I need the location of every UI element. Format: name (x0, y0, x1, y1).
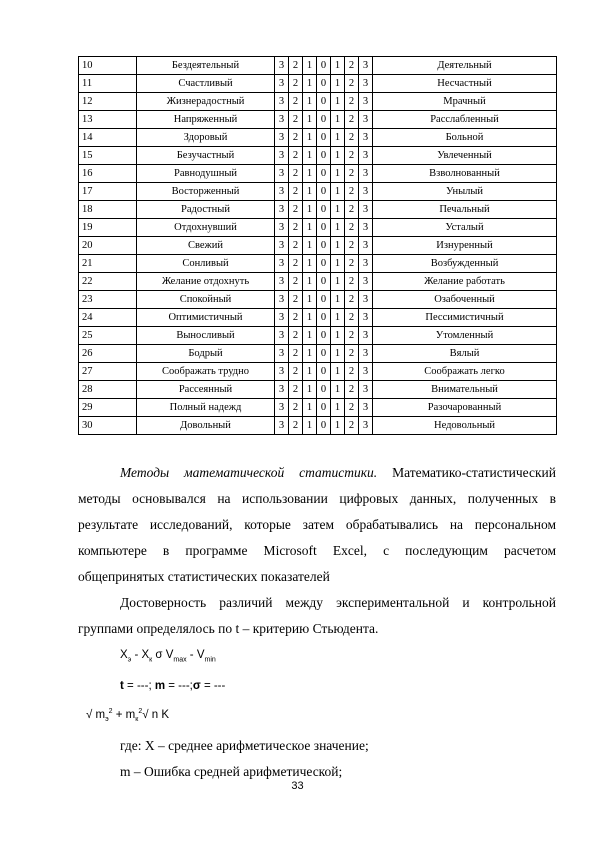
scale-point: 0 (317, 237, 331, 255)
scale-point: 2 (345, 309, 359, 327)
scale-point: 2 (289, 201, 303, 219)
scale-point: 1 (331, 219, 345, 237)
scale-point: 3 (275, 363, 289, 381)
scale-point: 2 (345, 201, 359, 219)
scale-point: 2 (345, 57, 359, 75)
right-adjective: Деятельный (373, 57, 557, 75)
scale-point: 1 (331, 237, 345, 255)
scale-point: 1 (303, 345, 317, 363)
scale-point: 0 (317, 291, 331, 309)
scale-point: 1 (331, 201, 345, 219)
scale-point: 3 (359, 111, 373, 129)
scale-point: 2 (345, 345, 359, 363)
scale-point: 0 (317, 57, 331, 75)
table-row (79, 165, 557, 183)
left-adjective: Безучастный (137, 147, 275, 165)
scale-point: 2 (345, 237, 359, 255)
formula-line-1: $X_э - X_к$ σ $V_{max} - V_{min}$ (120, 649, 216, 664)
scale-table-body (79, 57, 557, 435)
scale-point: 2 (345, 111, 359, 129)
scale-point: 1 (331, 381, 345, 399)
scale-point: 2 (289, 399, 303, 417)
scale-point: 0 (317, 75, 331, 93)
scale-point: 1 (303, 399, 317, 417)
scale-point: 1 (303, 417, 317, 435)
scale-point: 2 (289, 345, 303, 363)
scale-point: 3 (275, 57, 289, 75)
left-adjective: Бездеятельный (137, 57, 275, 75)
scale-point: 1 (303, 201, 317, 219)
scale-point: 1 (303, 57, 317, 75)
right-adjective: Изнуренный (373, 237, 557, 255)
scale-point: 3 (359, 309, 373, 327)
table-row (79, 327, 557, 345)
row-number: 10 (79, 57, 137, 75)
scale-point: 0 (317, 219, 331, 237)
scale-point: 1 (331, 273, 345, 291)
left-adjective: Желание отдохнуть (137, 273, 275, 291)
scale-point: 1 (303, 111, 317, 129)
scale-point: 1 (303, 363, 317, 381)
scale-point: 0 (317, 129, 331, 147)
left-adjective: Довольный (137, 417, 275, 435)
left-adjective: Бодрый (137, 345, 275, 363)
scale-point: 1 (331, 309, 345, 327)
scale-point: 2 (345, 183, 359, 201)
row-number: 11 (79, 75, 137, 93)
scale-point: 3 (275, 111, 289, 129)
scale-point: 2 (289, 129, 303, 147)
scale-point: 0 (317, 345, 331, 363)
scale-point: 3 (359, 327, 373, 345)
scale-point: 1 (331, 399, 345, 417)
methods-lead: Методы математической статистики. (120, 465, 378, 480)
scale-point: 0 (317, 363, 331, 381)
scale-point: 3 (275, 237, 289, 255)
table-row (79, 237, 557, 255)
scale-point: 1 (303, 129, 317, 147)
right-adjective: Унылый (373, 183, 557, 201)
scale-point: 3 (359, 363, 373, 381)
scale-point: 3 (275, 273, 289, 291)
scale-point: 3 (275, 219, 289, 237)
left-adjective: Жизнерадостный (137, 93, 275, 111)
table-row (79, 381, 557, 399)
scale-point: 0 (317, 273, 331, 291)
row-number: 16 (79, 165, 137, 183)
scale-point: 2 (289, 273, 303, 291)
scale-point: 1 (303, 291, 317, 309)
scale-point: 3 (275, 327, 289, 345)
scale-point: 0 (317, 147, 331, 165)
right-adjective: Озабоченный (373, 291, 557, 309)
scale-point: 3 (275, 129, 289, 147)
scale-point: 2 (289, 75, 303, 93)
main-text (78, 460, 556, 785)
semantic-scale-table (78, 56, 557, 435)
scale-point: 1 (303, 309, 317, 327)
table-row (79, 219, 557, 237)
right-adjective: Расслабленный (373, 111, 557, 129)
left-adjective: Свежий (137, 237, 275, 255)
scale-point: 1 (331, 417, 345, 435)
right-adjective: Пессимистичный (373, 309, 557, 327)
paragraph-methods (78, 460, 556, 590)
scale-point: 3 (359, 75, 373, 93)
scale-point: 1 (303, 237, 317, 255)
right-adjective: Внимательный (373, 381, 557, 399)
right-adjective: Разочарованный (373, 399, 557, 417)
scale-point: 2 (345, 93, 359, 111)
scale-point: 1 (331, 111, 345, 129)
table-row (79, 111, 557, 129)
scale-point: 3 (275, 147, 289, 165)
table-row (79, 399, 557, 417)
scale-point: 2 (345, 399, 359, 417)
scale-point: 1 (303, 327, 317, 345)
table-row (79, 147, 557, 165)
scale-point: 1 (331, 345, 345, 363)
scale-point: 1 (303, 147, 317, 165)
scale-point: 3 (275, 255, 289, 273)
scale-point: 3 (359, 201, 373, 219)
scale-point: 3 (359, 417, 373, 435)
row-number: 18 (79, 201, 137, 219)
row-number: 14 (79, 129, 137, 147)
left-adjective: Выносливый (137, 327, 275, 345)
scale-point: 1 (303, 165, 317, 183)
right-adjective: Недовольный (373, 417, 557, 435)
right-adjective: Взволнованный (373, 165, 557, 183)
scale-point: 2 (289, 57, 303, 75)
scale-point: 2 (289, 183, 303, 201)
formula-line-3: √ $m_э^2 + m_к^2√$ n K (86, 708, 170, 724)
scale-point: 3 (275, 399, 289, 417)
left-adjective: Соображать трудно (137, 363, 275, 381)
scale-point: 1 (331, 255, 345, 273)
scale-point: 3 (359, 165, 373, 183)
right-adjective: Желание работать (373, 273, 557, 291)
scale-point: 1 (331, 327, 345, 345)
scale-point: 2 (345, 273, 359, 291)
scale-point: 1 (331, 75, 345, 93)
scale-point: 0 (317, 201, 331, 219)
left-adjective: Отдохнувший (137, 219, 275, 237)
scale-point: 0 (317, 255, 331, 273)
scale-point: 3 (275, 201, 289, 219)
left-adjective: Рассеянный (137, 381, 275, 399)
table-row (79, 255, 557, 273)
row-number: 15 (79, 147, 137, 165)
right-adjective: Усталый (373, 219, 557, 237)
table-row (79, 93, 557, 111)
scale-point: 2 (345, 219, 359, 237)
scale-point: 2 (289, 255, 303, 273)
row-number: 13 (79, 111, 137, 129)
left-adjective: Счастливый (137, 75, 275, 93)
row-number: 22 (79, 273, 137, 291)
table-row (79, 345, 557, 363)
scale-point: 3 (275, 417, 289, 435)
scale-point: 3 (359, 147, 373, 165)
scale-point: 1 (331, 363, 345, 381)
right-adjective: Увлеченный (373, 147, 557, 165)
scale-point: 2 (345, 75, 359, 93)
scale-point: 1 (303, 381, 317, 399)
right-adjective: Мрачный (373, 93, 557, 111)
row-number: 26 (79, 345, 137, 363)
scale-point: 3 (275, 75, 289, 93)
table-row (79, 417, 557, 435)
scale-point: 3 (275, 381, 289, 399)
scale-point: 1 (303, 183, 317, 201)
definition-x: где: X – среднее арифметическое значение; (120, 738, 369, 754)
scale-point: 3 (359, 183, 373, 201)
scale-point: 1 (331, 183, 345, 201)
left-adjective: Сонливый (137, 255, 275, 273)
scale-point: 2 (345, 381, 359, 399)
scale-point: 1 (303, 273, 317, 291)
left-adjective: Полный надежд (137, 399, 275, 417)
scale-point: 3 (275, 309, 289, 327)
table-row (79, 291, 557, 309)
left-adjective: Радостный (137, 201, 275, 219)
methods-text: Математико-статистический методы основывался на использовании цифровых данных, полученных в результате исследований, которые затем обрабатывались на персональном компьютере в программе Microsoft Excel, с последующим расчетом общепринятых статистических показателей (78, 465, 556, 584)
scale-point: 2 (289, 291, 303, 309)
table-row (79, 183, 557, 201)
scale-point: 0 (317, 399, 331, 417)
scale-point: 3 (359, 381, 373, 399)
table-row (79, 129, 557, 147)
table-row (79, 363, 557, 381)
scale-point: 0 (317, 183, 331, 201)
scale-point: 2 (289, 309, 303, 327)
right-adjective: Печальный (373, 201, 557, 219)
scale-point: 1 (331, 291, 345, 309)
scale-point: 3 (359, 129, 373, 147)
scale-point: 3 (359, 273, 373, 291)
left-adjective: Напряженный (137, 111, 275, 129)
scale-point: 1 (303, 93, 317, 111)
row-number: 21 (79, 255, 137, 273)
scale-point: 3 (275, 345, 289, 363)
scale-point: 3 (359, 345, 373, 363)
scale-point: 2 (289, 381, 303, 399)
scale-point: 3 (359, 291, 373, 309)
scale-point: 2 (289, 147, 303, 165)
scale-point: 2 (345, 129, 359, 147)
scale-point: 0 (317, 327, 331, 345)
row-number: 12 (79, 93, 137, 111)
scale-point: 3 (359, 93, 373, 111)
scale-point: 2 (289, 417, 303, 435)
row-number: 29 (79, 399, 137, 417)
row-number: 17 (79, 183, 137, 201)
right-adjective: Возбужденный (373, 255, 557, 273)
table-row (79, 273, 557, 291)
left-adjective: Восторженный (137, 183, 275, 201)
row-number: 19 (79, 219, 137, 237)
scale-point: 2 (289, 237, 303, 255)
scale-point: 2 (345, 255, 359, 273)
row-number: 24 (79, 309, 137, 327)
scale-point: 0 (317, 417, 331, 435)
left-adjective: Равнодушный (137, 165, 275, 183)
scale-point: 2 (289, 93, 303, 111)
row-number: 20 (79, 237, 137, 255)
table-row (79, 75, 557, 93)
scale-point: 2 (345, 165, 359, 183)
row-number: 30 (79, 417, 137, 435)
scale-point: 2 (289, 111, 303, 129)
row-number: 27 (79, 363, 137, 381)
table-row (79, 57, 557, 75)
scale-point: 2 (289, 363, 303, 381)
definition-m: m – Ошибка средней арифметической; (120, 764, 343, 780)
right-adjective: Несчастный (373, 75, 557, 93)
formula-line-2: t = ---; m = ---;σ = --- (120, 680, 226, 693)
scale-point: 2 (345, 327, 359, 345)
row-number: 23 (79, 291, 137, 309)
table-row (79, 309, 557, 327)
scale-point: 3 (275, 291, 289, 309)
scale-point: 0 (317, 93, 331, 111)
scale-point: 1 (331, 57, 345, 75)
scale-point: 1 (303, 255, 317, 273)
scale-point: 3 (275, 183, 289, 201)
scale-point: 1 (331, 165, 345, 183)
scale-point: 3 (275, 165, 289, 183)
scale-point: 1 (303, 75, 317, 93)
scale-point: 0 (317, 309, 331, 327)
scale-point: 2 (289, 165, 303, 183)
scale-point: 1 (331, 93, 345, 111)
scale-point: 3 (275, 93, 289, 111)
right-adjective: Соображать легко (373, 363, 557, 381)
page-number: 33 (291, 780, 304, 792)
scale-point: 0 (317, 165, 331, 183)
scale-point: 3 (359, 57, 373, 75)
scale-point: 0 (317, 111, 331, 129)
row-number: 28 (79, 381, 137, 399)
right-adjective: Утомленный (373, 327, 557, 345)
right-adjective: Вялый (373, 345, 557, 363)
scale-point: 3 (359, 237, 373, 255)
left-adjective: Оптимистичный (137, 309, 275, 327)
scale-point: 2 (345, 363, 359, 381)
scale-point: 1 (331, 129, 345, 147)
table-row (79, 201, 557, 219)
scale-point: 0 (317, 381, 331, 399)
scale-point: 2 (345, 147, 359, 165)
scale-point: 2 (289, 219, 303, 237)
scale-point: 3 (359, 255, 373, 273)
right-adjective: Больной (373, 129, 557, 147)
left-adjective: Спокойный (137, 291, 275, 309)
scale-point: 2 (345, 291, 359, 309)
row-number: 25 (79, 327, 137, 345)
paragraph-reliability: Достоверность различий между экспериментальной и контрольной группами определялось по t – критерию Стьюдента. (78, 595, 556, 636)
left-adjective: Здоровый (137, 129, 275, 147)
scale-point: 1 (331, 147, 345, 165)
scale-point: 3 (359, 399, 373, 417)
scale-point: 2 (289, 327, 303, 345)
scale-point: 2 (345, 417, 359, 435)
scale-point: 3 (359, 219, 373, 237)
scale-point: 1 (303, 219, 317, 237)
